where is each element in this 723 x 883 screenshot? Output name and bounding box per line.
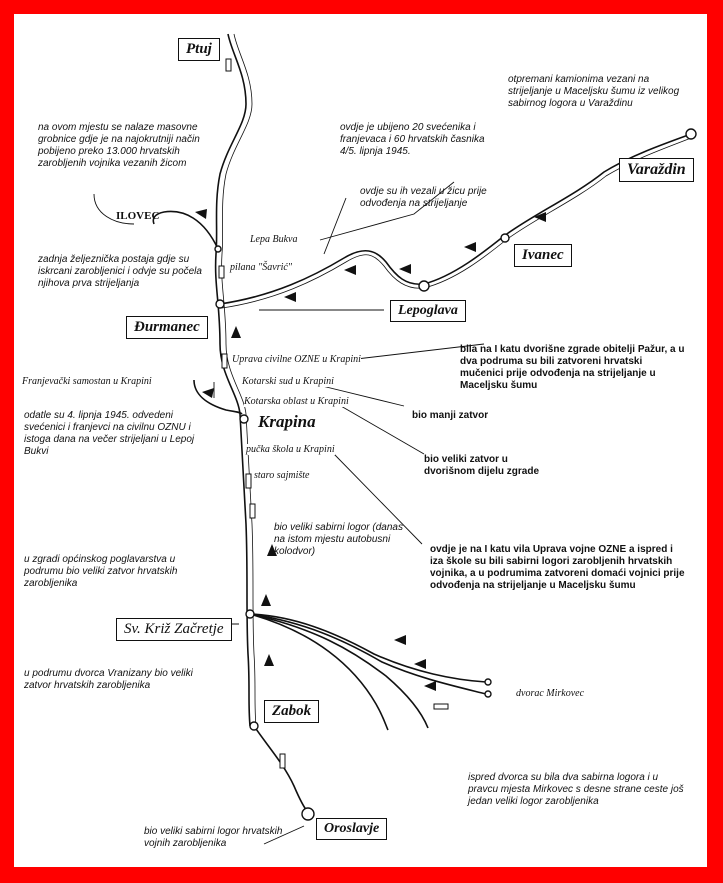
arrow-outline (280, 754, 285, 768)
place-ivanec: Ivanec (514, 244, 572, 267)
label-pilana: pilana "Šavrić" (230, 262, 293, 273)
note-pazur: bila na I katu dvorišne zgrade obitelji Pažur, a u dva podruma su bili zatvoreni hrvatski mučenici prije odvođenja na strijeljanje u Maceljsku šumu (460, 344, 685, 391)
railway-svkriz-branch-1 (250, 614, 486, 682)
arrow-outline (226, 59, 231, 71)
arrow-left (344, 265, 356, 275)
railway-zabok-oroslavje (254, 726, 308, 812)
arrow-left (394, 635, 406, 645)
note-last-station: zadnja željeznička postaja gdje su iskrcani zarobljenici i odvje su počela njihova prva strijeljanja (38, 254, 202, 289)
note-trucks: otpremani kamionima vezani na strijeljanje u Macelјsku šumu iz velikog sabirnog logora u Varaždinu (508, 74, 680, 109)
note-veliki-zatvor: bio veliki zatvor u dvorišnom dijelu zgrade (424, 454, 540, 477)
arrow-left (414, 659, 426, 669)
label-pucka-skola: pučka škola u Krapini (246, 444, 335, 455)
place-zabok: Zabok (264, 700, 319, 723)
arrow-left (399, 264, 411, 274)
map-frame (14, 14, 707, 867)
label-dvorac-mirkovec: dvorac Mirkovec (516, 688, 585, 699)
note-opcinsko: u zgradi općinskog poglavarstva u podrumu bio veliki zatvor hrvatskih zarobljenika (24, 554, 178, 589)
place-varazdin: Varaždin (619, 158, 694, 182)
label-staro-sajmiste: staro sajmište (254, 470, 310, 481)
label-ozna-civil: Uprava civilne OZNE u Krapini (232, 354, 361, 365)
place-oroslavje: Oroslavje (316, 818, 387, 840)
station-ivanec (501, 234, 509, 242)
label-kotarski-sud: Kotarski sud u Krapini (242, 376, 334, 387)
station-zabok (250, 722, 258, 730)
station-durmanec (216, 300, 224, 308)
note-june4: odatle su 4. lipnja 1945. odvedeni svećenici i franjevci na civilnu OZNU i istoga dana na večer strijeljani u Lepoj Bukvi (24, 410, 195, 457)
arrow-outline (250, 504, 255, 518)
arrow-up (261, 594, 271, 606)
station-lepa-bukva (215, 246, 221, 252)
note-mirkovec-logor: ispred dvorca su bila dva sabirna logora i u pravcu mjesta Mirkovec s desne strane ceste još jedan veliki logor zarobljenika (468, 772, 684, 807)
note-killed-20: ovdje je ubijeno 20 svećenika i franjevaca i 60 hrvatskih časnika 4/5. lipnja 1945. (340, 122, 485, 157)
place-krapina: Krapina (258, 412, 316, 431)
station-mirkovec-1 (485, 679, 491, 685)
arrow-up (264, 654, 274, 666)
note-sabirni: bio veliki sabirni logor (danas na istom mjestu autobusni kolodvor) (274, 522, 403, 557)
place-durmanec: Đurmanec (126, 316, 208, 339)
station-lepoglava (419, 281, 429, 291)
station-krapina (240, 415, 248, 423)
place-lepoglava: Lepoglava (390, 300, 466, 322)
station-mirkovec-2 (485, 691, 491, 697)
label-franjevacki: Franjevački samostan u Krapini (22, 376, 152, 387)
arrow-left (202, 388, 214, 398)
place-ilovec: ILOVEC (116, 210, 160, 222)
station-svkriz (246, 610, 254, 618)
note-tied-wire: ovdje su ih vezali u žicu prije odvođenja na strijeljanje (360, 186, 487, 209)
note-mass-graves: na ovom mjestu se nalaze masovne grobnice gdje je na najokrutniji način pobijeno preko 13.000 hrvatskih zarobljenih vojnika vezanih žicom (38, 122, 200, 169)
arrow-left (284, 292, 296, 302)
place-ptuj: Ptuj (178, 38, 220, 61)
arrow-outline (219, 266, 224, 278)
arrow-outline (246, 474, 251, 488)
note-vila: ovdje je na I katu vila Uprava vojne OZNE a ispred i iza škole su bili sabirni logori zarobljenih hrvatskih vojnika, a u podrumima zatvoreni domaći vojnici prije odvođenja na strijeljanje u Maceljsku šumu (430, 544, 685, 591)
arrow-outline (222, 354, 227, 368)
arrow-left (464, 242, 476, 252)
arrow-outline (434, 704, 448, 709)
arrow-up (231, 326, 241, 338)
label-kotarska-oblast: Kotarska oblast u Krapini (244, 396, 349, 407)
arrow-left (195, 209, 207, 219)
note-vranizany: u podrumu dvorca Vranizany bio veliki zatvor hrvatskih zarobljenika (24, 668, 193, 691)
note-oroslavje-logor: bio veliki sabirni logor hrvatskih vojnih zarobljenika (144, 826, 283, 849)
station-varazdin (686, 129, 696, 139)
place-sv-kriz: Sv. Križ Začretje (116, 618, 232, 641)
railway-ilovec-branch (153, 211, 218, 249)
label-lepa-bukva: Lepa Bukva (250, 234, 298, 245)
arrow-left (424, 681, 436, 691)
note-manji-zatvor: bio manji zatvor (412, 410, 489, 421)
station-oroslavje (302, 808, 314, 820)
